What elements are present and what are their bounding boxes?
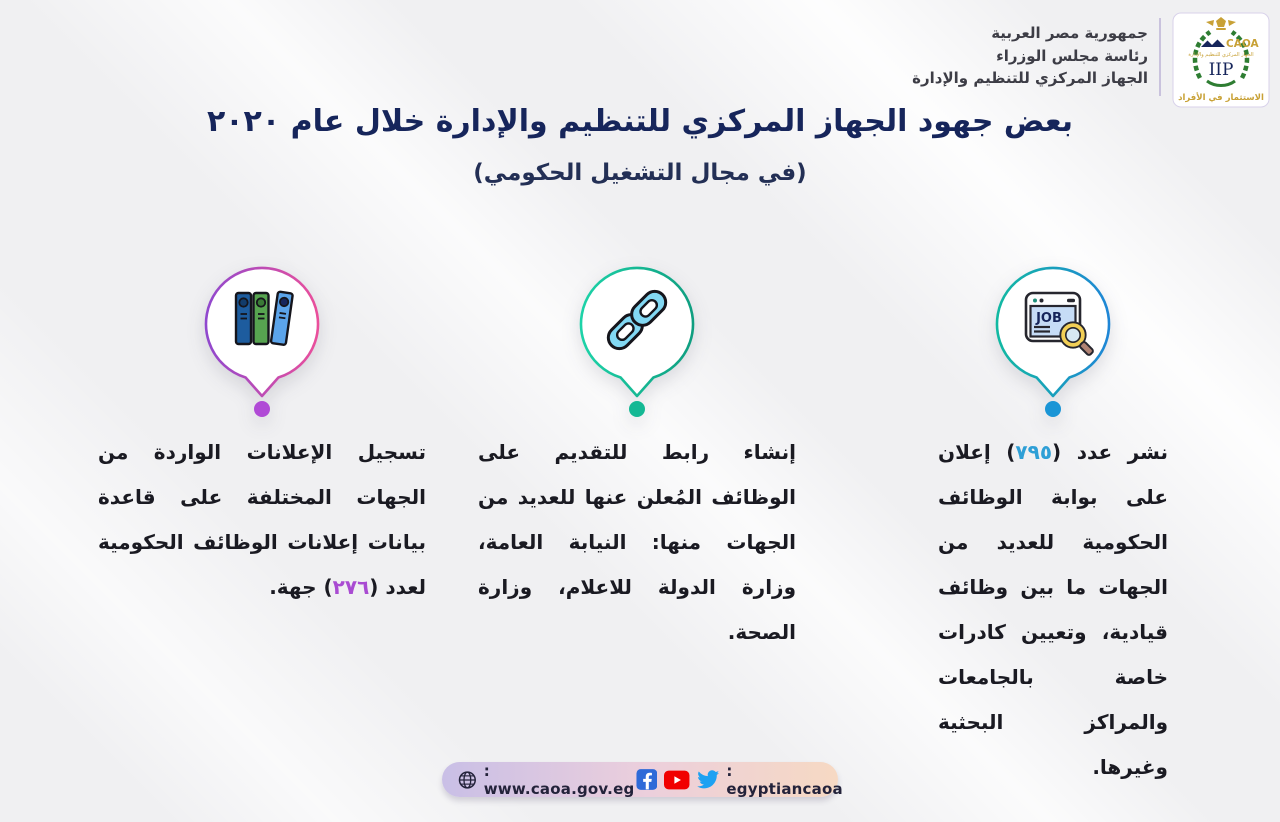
org-title-block <box>912 22 1148 90</box>
link-bubble <box>572 262 702 422</box>
header <box>912 12 1270 108</box>
books-bubble <box>197 262 327 422</box>
card-job-portal-text: نشر عدد (٧٩٥) إعلان على بوابة الوظائف الحكومية للعديد من الجهات ما بين وظائف قيادية، وتعيين كادرات خاصة بالجامعات والمراكز البحثية وغيرها. <box>938 440 1168 779</box>
job-accent-dot <box>1045 401 1061 417</box>
link-accent-dot <box>629 401 645 417</box>
logo-motto: الاستثمار في الأفراد <box>1178 93 1264 103</box>
header-divider <box>1159 18 1161 96</box>
card-application-link <box>478 262 796 655</box>
org-line-agency: الجهاز المركزي للتنظيم والإدارة <box>912 69 1148 87</box>
page-title: بعض جهود الجهاز المركزي للتنظيم والإدارة خلال عام ٢٠٢٠ <box>206 104 1074 139</box>
twitter-icon[interactable] <box>697 770 720 790</box>
social-group <box>636 762 847 798</box>
job-bubble <box>988 262 1118 422</box>
books-accent-dot <box>254 401 270 417</box>
logo-iip-text: IIP <box>1208 60 1234 80</box>
website-label[interactable]: : www.caoa.gov.eg <box>483 761 635 798</box>
youtube-icon[interactable] <box>664 770 689 790</box>
globe-icon <box>458 770 477 790</box>
website-group[interactable] <box>458 762 636 798</box>
logo-acronym: CAOA <box>1226 38 1259 50</box>
card-ads-database <box>98 262 426 610</box>
card-application-link-text: إنشاء رابط للتقديم على الوظائف المُعلن عنها للعديد من الجهات منها: النيابة العامة، وزارة الدولة للاعلام، وزارة الصحة. <box>478 440 796 644</box>
job-icon-label: JOB <box>1036 311 1062 326</box>
footer-bar <box>442 761 843 798</box>
binders-icon <box>236 292 293 346</box>
org-line-country: جمهورية مصر العربية <box>991 24 1148 42</box>
facebook-icon[interactable] <box>636 768 658 791</box>
logo-agency-arabic: الجهاز المركزي للتنظيم والإدارة <box>1188 52 1254 58</box>
page-subtitle: (في مجال التشغيل الحكومي) <box>473 160 807 186</box>
caoa-logo-emblem <box>1172 12 1270 108</box>
org-line-cabinet: رئاسة مجلس الوزراء <box>996 46 1148 65</box>
card-job-portal <box>938 262 1168 790</box>
social-handle-label[interactable]: : egyptiancaoa <box>726 761 843 798</box>
card-ads-database-text: تسجيل الإعلانات الواردة من الجهات المختلفة على قاعدة بيانات إعلانات الوظائف الحكومية لعدد (٢٧٦) جهة. <box>98 440 426 599</box>
caoa-logo <box>1172 12 1270 108</box>
